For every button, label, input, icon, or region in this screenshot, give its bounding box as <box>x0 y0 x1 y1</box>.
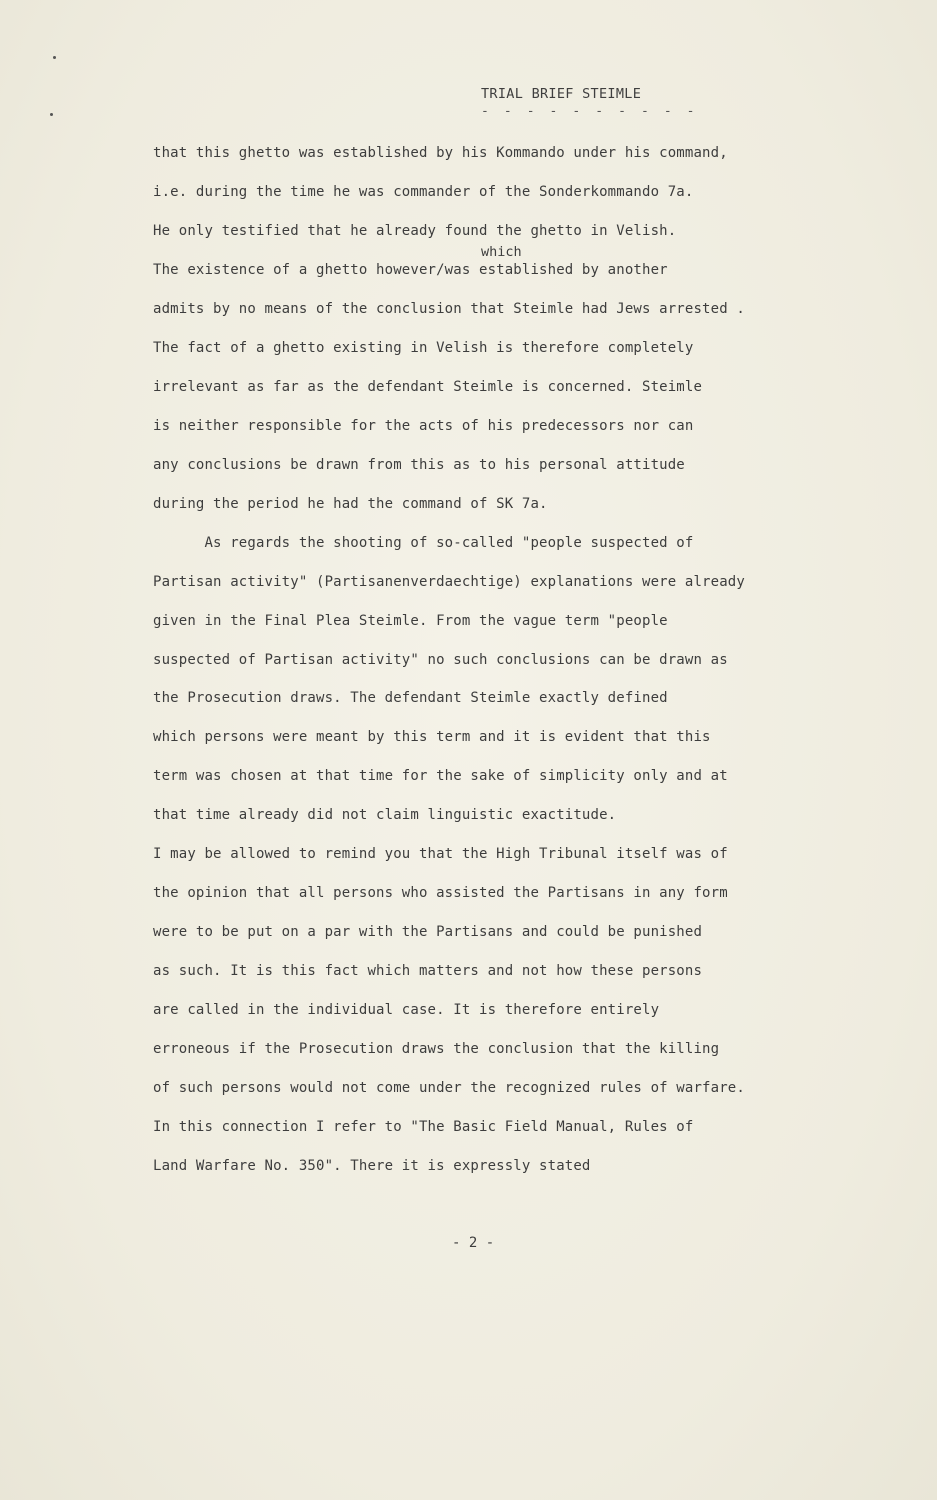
text-line-18: that time already did not claim linguistic exactitude. <box>153 807 617 823</box>
text-line-17: term was chosen at that time for the sake of simplicity only and at <box>153 768 728 784</box>
punch-mark-bottom <box>50 113 53 116</box>
text-line-12: Partisan activity" (Partisanenverdaechtige) explanations were already <box>153 574 745 590</box>
text-line-19: I may be allowed to remind you that the High Tribunal itself was of <box>153 846 728 862</box>
text-line-15: the Prosecution draws. The defendant Steimle exactly defined <box>153 690 668 706</box>
text-line-20: the opinion that all persons who assisted the Partisans in any form <box>153 885 728 901</box>
text-line-2: i.e. during the time he was commander of the Sonderkommando 7a. <box>153 184 694 200</box>
punch-mark-top <box>53 56 56 59</box>
text-line-5: admits by no means of the conclusion that Steimle had Jews arrested . <box>153 301 745 317</box>
text-line-25: of such persons would not come under the recognized rules of warfare. <box>153 1080 745 1096</box>
text-line-9: any conclusions be drawn from this as to his personal attitude <box>153 457 685 473</box>
interlinear-insertion: which <box>481 244 522 260</box>
text-line-21: were to be put on a par with the Partisans and could be punished <box>153 924 703 940</box>
text-line-6: The fact of a ghetto existing in Velish is therefore completely <box>153 340 694 356</box>
text-line-10: during the period he had the command of SK 7a. <box>153 496 548 512</box>
text-line-27: Land Warfare No. 350". There it is expressly stated <box>153 1158 591 1174</box>
text-line-14: suspected of Partisan activity" no such conclusions can be drawn as <box>153 652 728 668</box>
text-line-23: are called in the individual case. It is therefore entirely <box>153 1002 660 1018</box>
text-line-22: as such. It is this fact which matters and not how these persons <box>153 963 703 979</box>
text-line-8: is neither responsible for the acts of his predecessors nor can <box>153 418 694 434</box>
text-line-26: In this connection I refer to "The Basic Field Manual, Rules of <box>153 1119 694 1135</box>
text-line-7: irrelevant as far as the defendant Steimle is concerned. Steimle <box>153 379 703 395</box>
text-line-24: erroneous if the Prosecution draws the conclusion that the killing <box>153 1041 720 1057</box>
text-line-16: which persons were meant by this term and it is evident that this <box>153 729 711 745</box>
document-title: TRIAL BRIEF STEIMLE <box>481 86 642 102</box>
title-underline: - - - - - - - - - - <box>481 104 699 119</box>
text-line-11: As regards the shooting of so-called "people suspected of <box>153 535 694 551</box>
text-line-3: He only testified that he already found the ghetto in Velish. <box>153 223 677 239</box>
text-line-4: The existence of a ghetto however/was established by another <box>153 262 668 278</box>
page-number: - 2 - <box>452 1235 495 1251</box>
text-line-13: given in the Final Plea Steimle. From the vague term "people <box>153 613 668 629</box>
text-line-1: that this ghetto was established by his Kommando under his command, <box>153 145 728 161</box>
